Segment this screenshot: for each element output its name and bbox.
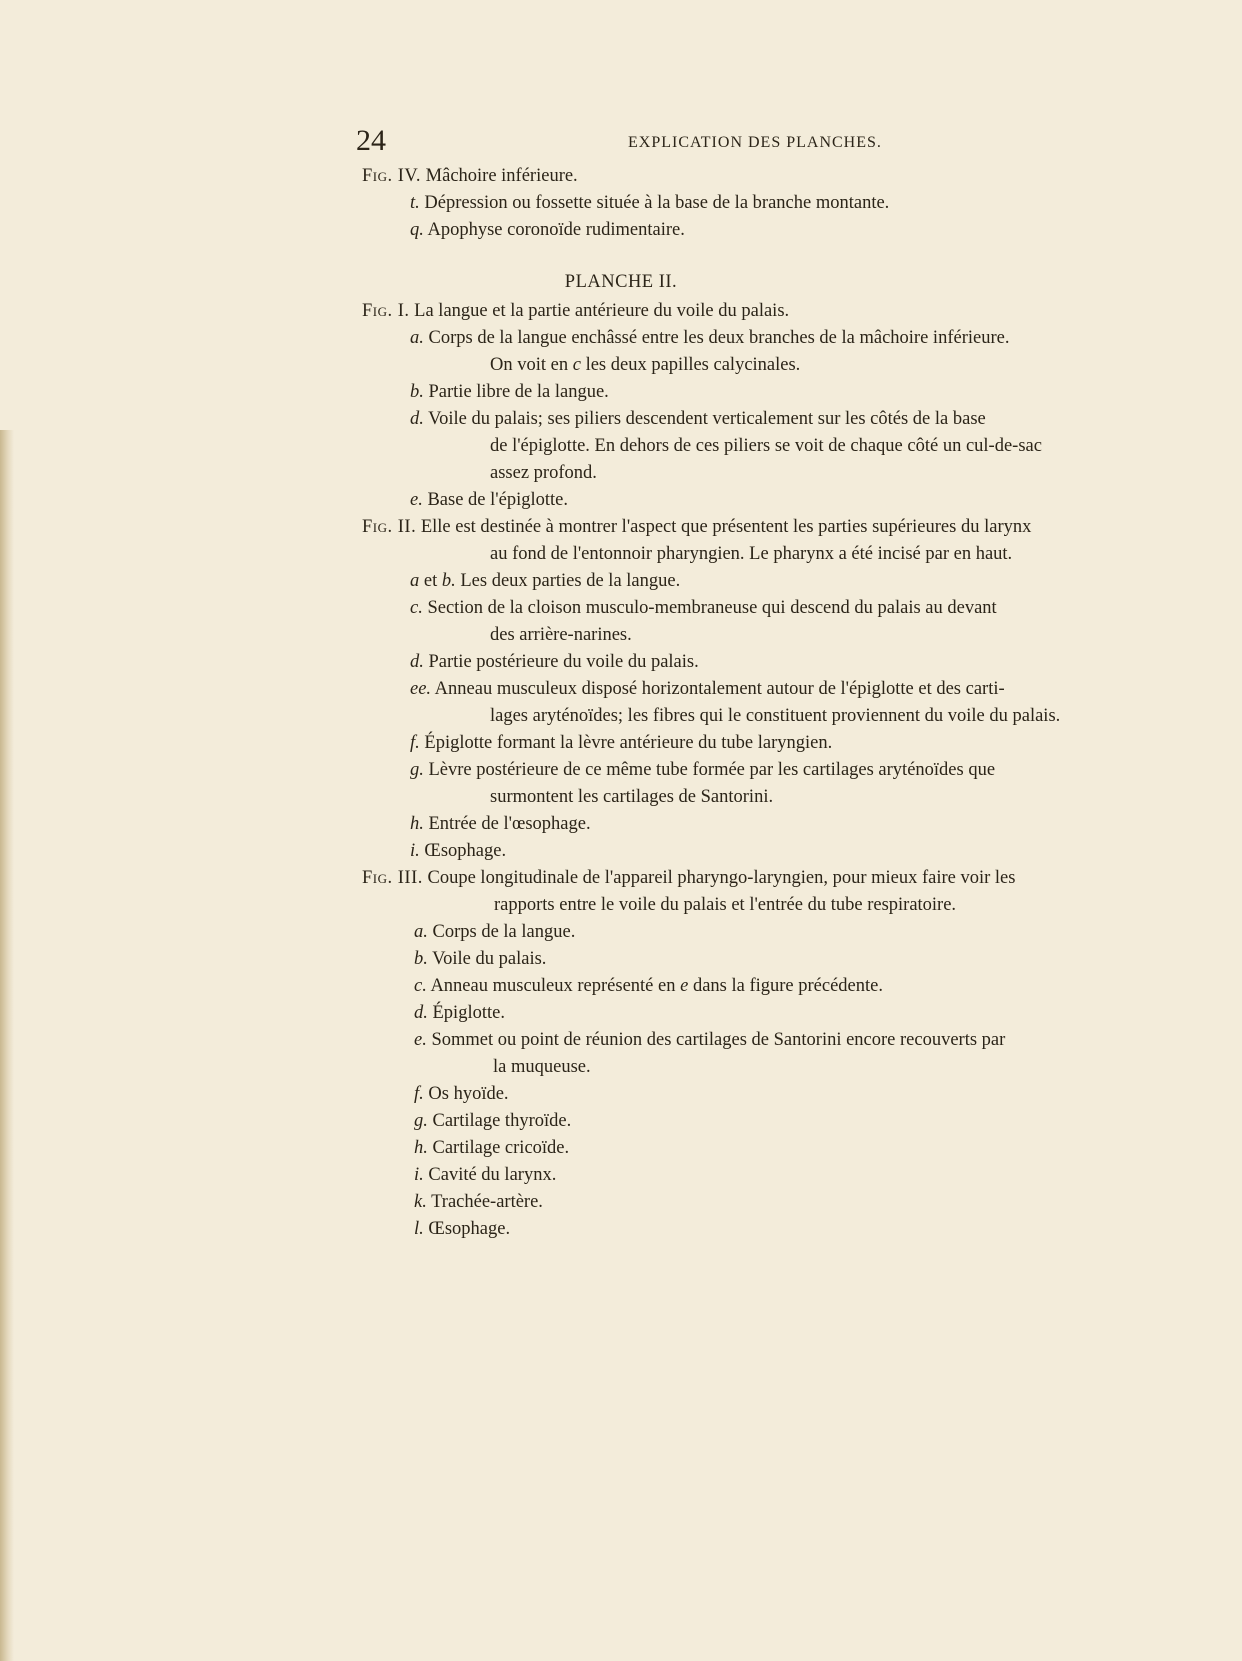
item-label: k. [414, 1192, 427, 1212]
line-text: Partie postérieure du voile du palais. [423, 652, 699, 672]
line-text: Base de l'épiglotte. [422, 490, 568, 510]
text-line [490, 351, 800, 379]
item-label: ee. [410, 679, 432, 699]
text-line [410, 378, 609, 406]
item-label: e. [414, 1030, 427, 1050]
line-text: des arrière-narines. [490, 625, 632, 645]
line-text: Section de la cloison musculo-membraneuse qui descend du palais au devant [422, 598, 997, 618]
text-line [410, 216, 685, 244]
line-text: Elle est destinée à montrer l'aspect que présentent les parties supérieures du larynx [416, 517, 1032, 537]
text-line [490, 783, 773, 811]
text-line [414, 1188, 543, 1216]
item-label: a [410, 571, 420, 591]
text-line [493, 1053, 591, 1081]
line-text: Apophyse coronoïde rudimentaire. [423, 220, 685, 240]
text-line [410, 324, 1009, 352]
item-label: a. [410, 328, 424, 348]
line-text: Entrée de l'œsophage. [423, 814, 591, 834]
text-line [410, 189, 889, 217]
line-text: Œsophage. [419, 841, 507, 861]
item-label: b. [441, 571, 456, 591]
item-label: e [680, 976, 689, 996]
line-text: la muqueuse. [493, 1057, 591, 1077]
text-line [410, 648, 699, 676]
item-label: d. [410, 409, 424, 429]
line-text: Voile du palais. [427, 949, 547, 969]
item-label: h. [414, 1138, 428, 1158]
item-label: h. [410, 814, 424, 834]
figure-label: Fig. III. [362, 868, 423, 888]
line-text: Trachée-artère. [426, 1192, 543, 1212]
figure-label: Fig. I. [362, 301, 410, 321]
section-title: PLANCHE II. [564, 272, 678, 292]
text-line [410, 675, 1005, 703]
line-text: Cartilage thyroïde. [427, 1111, 572, 1131]
line-text: On voit en [490, 355, 573, 375]
text-line [494, 891, 956, 919]
line-text: les deux papilles calycinales. [580, 355, 801, 375]
text-line [490, 432, 1042, 460]
line-text: Coupe longitudinale de l'appareil pharyngo-laryngien, pour mieux faire voir les [422, 868, 1016, 888]
running-head: EXPLICATION DES PLANCHES. [628, 134, 882, 151]
text-line [490, 540, 1012, 568]
line-text: Corps de la langue enchâssé entre les deux branches de la mâchoire inférieure. [423, 328, 1010, 348]
text-line [414, 999, 505, 1027]
item-label: c. [414, 976, 427, 996]
line-text: Partie libre de la langue. [423, 382, 609, 402]
line-text: Voile du palais; ses piliers descendent verticalement sur les côtés de la base [423, 409, 986, 429]
item-label: c. [410, 598, 423, 618]
line-text: Cavité du larynx. [423, 1165, 557, 1185]
line-text: Dépression ou fossette située à la base de la branche montante. [419, 193, 890, 213]
item-label: c [572, 355, 581, 375]
item-label: f. [410, 733, 420, 753]
item-label: b. [414, 949, 428, 969]
line-text: Lèvre postérieure de ce même tube formée par les cartilages aryténoïdes que [423, 760, 996, 780]
text-line [362, 864, 1015, 892]
item-label: t. [410, 193, 420, 213]
line-text: et [419, 571, 442, 591]
line-text: rapports entre le voile du palais et l'entrée du tube respiratoire. [494, 895, 957, 915]
line-text: de l'épiglotte. En dehors de ces piliers se voit de chaque côté un cul-de-sac [490, 436, 1042, 456]
line-text: Sommet ou point de réunion des cartilages de Santorini encore recouverts par [426, 1030, 1006, 1050]
figure-label: Fig. IV. [362, 166, 422, 186]
text-line [410, 486, 568, 514]
line-text: au fond de l'entonnoir pharyngien. Le pharynx a été incisé par en haut. [490, 544, 1013, 564]
line-text: Anneau musculeux représenté en [426, 976, 681, 996]
text-line [410, 567, 680, 595]
line-text: lages aryténoïdes; les fibres qui le constituent proviennent du voile du palais. [490, 706, 1061, 726]
text-line [414, 918, 575, 946]
text-line [362, 162, 578, 190]
item-label: g. [410, 760, 424, 780]
text-line [414, 1026, 1005, 1054]
text-line [414, 972, 883, 1000]
text-line [410, 405, 986, 433]
text-line [490, 621, 632, 649]
page-edge-shadow [0, 430, 14, 1661]
page-header [356, 124, 896, 164]
line-text: Os hyoïde. [423, 1084, 509, 1104]
item-label: q. [410, 220, 424, 240]
text-line [410, 837, 506, 865]
page-number: 24 [356, 124, 386, 157]
line-text: Les deux parties de la langue. [455, 571, 681, 591]
line-text: assez profond. [490, 463, 597, 483]
text-line [414, 1134, 569, 1162]
item-label: d. [414, 1003, 428, 1023]
line-text: Cartilage cricoïde. [427, 1138, 570, 1158]
line-text: Épiglotte formant la lèvre antérieure du tube laryngien. [419, 733, 833, 753]
text-line [410, 594, 997, 622]
item-label: d. [410, 652, 424, 672]
text-line [414, 1107, 571, 1135]
text-line [490, 459, 597, 487]
item-label: f. [414, 1084, 424, 1104]
line-text: Mâchoire inférieure. [421, 166, 578, 186]
line-text: La langue et la partie antérieure du voile du palais. [409, 301, 790, 321]
text-line [490, 702, 1060, 730]
line-text: dans la figure précédente. [688, 976, 883, 996]
line-text: Corps de la langue. [427, 922, 576, 942]
figure-label: Fig. II. [362, 517, 417, 537]
item-label: b. [410, 382, 424, 402]
line-text: Anneau musculeux disposé horizontalement autour de l'épiglotte et des carti- [431, 679, 1005, 699]
item-label: g. [414, 1111, 428, 1131]
text-line [410, 810, 591, 838]
text-line [414, 1080, 509, 1108]
line-text: surmontent les cartilages de Santorini. [490, 787, 774, 807]
text-line [410, 756, 995, 784]
item-label: e. [410, 490, 423, 510]
text-line [414, 1161, 556, 1189]
line-text: Épiglotte. [427, 1003, 505, 1023]
line-text: Œsophage. [423, 1219, 511, 1239]
item-label: a. [414, 922, 428, 942]
text-line [410, 729, 832, 757]
text-line [362, 513, 1031, 541]
item-label: i. [414, 1165, 424, 1185]
text-line [362, 297, 789, 325]
item-label: l. [414, 1219, 424, 1239]
text-line [414, 1215, 510, 1243]
text-line [414, 945, 546, 973]
item-label: i. [410, 841, 420, 861]
